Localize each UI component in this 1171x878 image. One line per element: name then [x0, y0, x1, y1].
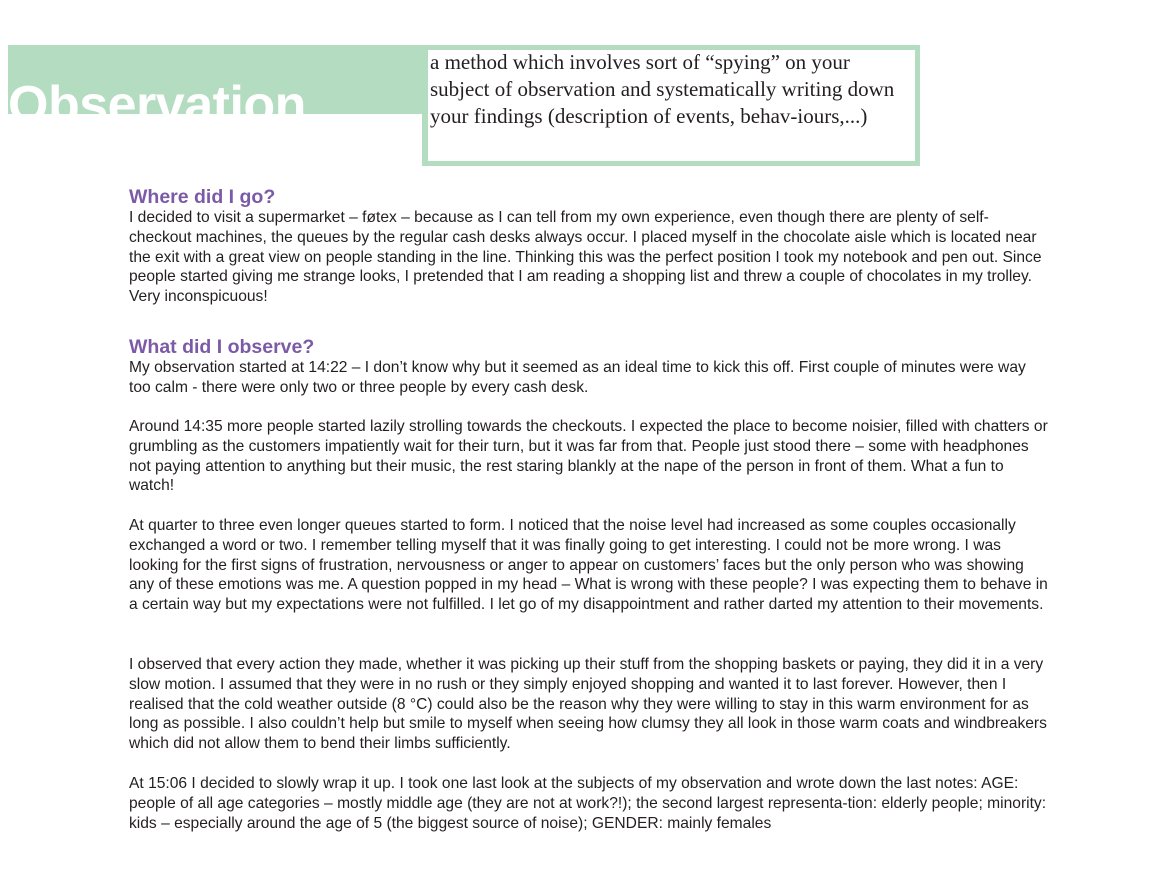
section-heading-where: Where did I go? [129, 186, 276, 208]
definition-text: a method which involves sort of “spying” on your subject of observation and systematically writing down your findings (description of events, behav-iours,...) [430, 50, 895, 128]
paragraph-what-1: My observation started at 14:22 – I don’t know why but it seemed as an ideal time to kick this off. First couple of minutes were way too calm - there were only two or three people by every cash desk. [129, 359, 1026, 396]
paragraph-what-4: I observed that every action they made, whether it was picking up their stuff from the shopping baskets or paying, they did it in a very slow motion. I assumed that they were in no rush or they simply enjoyed shopping and wanted it to last forever. However, then I realised that the cold weather outside (8 °C) could also be the reason why they were willing to stay in this warm environment for as long as possible. I also couldn’t help but smile to myself when seeing how clumsy they all look in those warm coats and windbreakers which did not allow them to bend their limbs sufficiently. [129, 656, 1047, 753]
section-heading-what: What did I observe? [129, 336, 315, 358]
paragraph-where-1: I decided to visit a supermarket – føtex – because as I can tell from my own experience, even though there are plenty of self-checkout machines, the queues by the regular cash desks always occur. I placed myself in the chocolate aisle which is located near the exit with a great view on people standing in the line. Thinking this was the perfect position I took my notebook and pen out. Since people started giving me strange looks, I pretended that I am reading a shopping list and threw a couple of chocolates in my trolley. Very inconspicuous! [129, 209, 1042, 306]
page-title: Observation [8, 75, 306, 134]
paragraph-what-3: At quarter to three even longer queues started to form. I noticed that the noise level had increased as some couples occasionally exchanged a word or two. I remember telling myself that it was finally going to get interesting. I could not be more wrong. I was looking for the first signs of frustration, nervousness or anger to appear on customers’ faces but the only person who was showing any of these emotions was me. A question popped in my head – What is wrong with these people? I was expecting them to behave in a certain way but my expectations were not fulfilled. I let go of my disappointment and rather darted my attention to their movements. [129, 517, 1048, 614]
paragraph-what-5: At 15:06 I decided to slowly wrap it up. I took one last look at the subjects of my observation and wrote down the last notes: AGE: people of all age categories – mostly middle age (they are not at work?!); the second largest representa-tion: elderly people; minority: kids – especially around the age of 5 (the biggest source of noise); GENDER: mainly females [129, 775, 1047, 832]
paragraph-what-2: Around 14:35 more people started lazily strolling towards the checkouts. I expected the place to become noisier, filled with chatters or grumbling as the customers impatiently wait for their turn, but it was far from that. People just stood there – some with headphones not paying attention to anything but their music, the rest staring blankly at the nape of the person in front of them. What a fun to watch! [129, 418, 1048, 495]
